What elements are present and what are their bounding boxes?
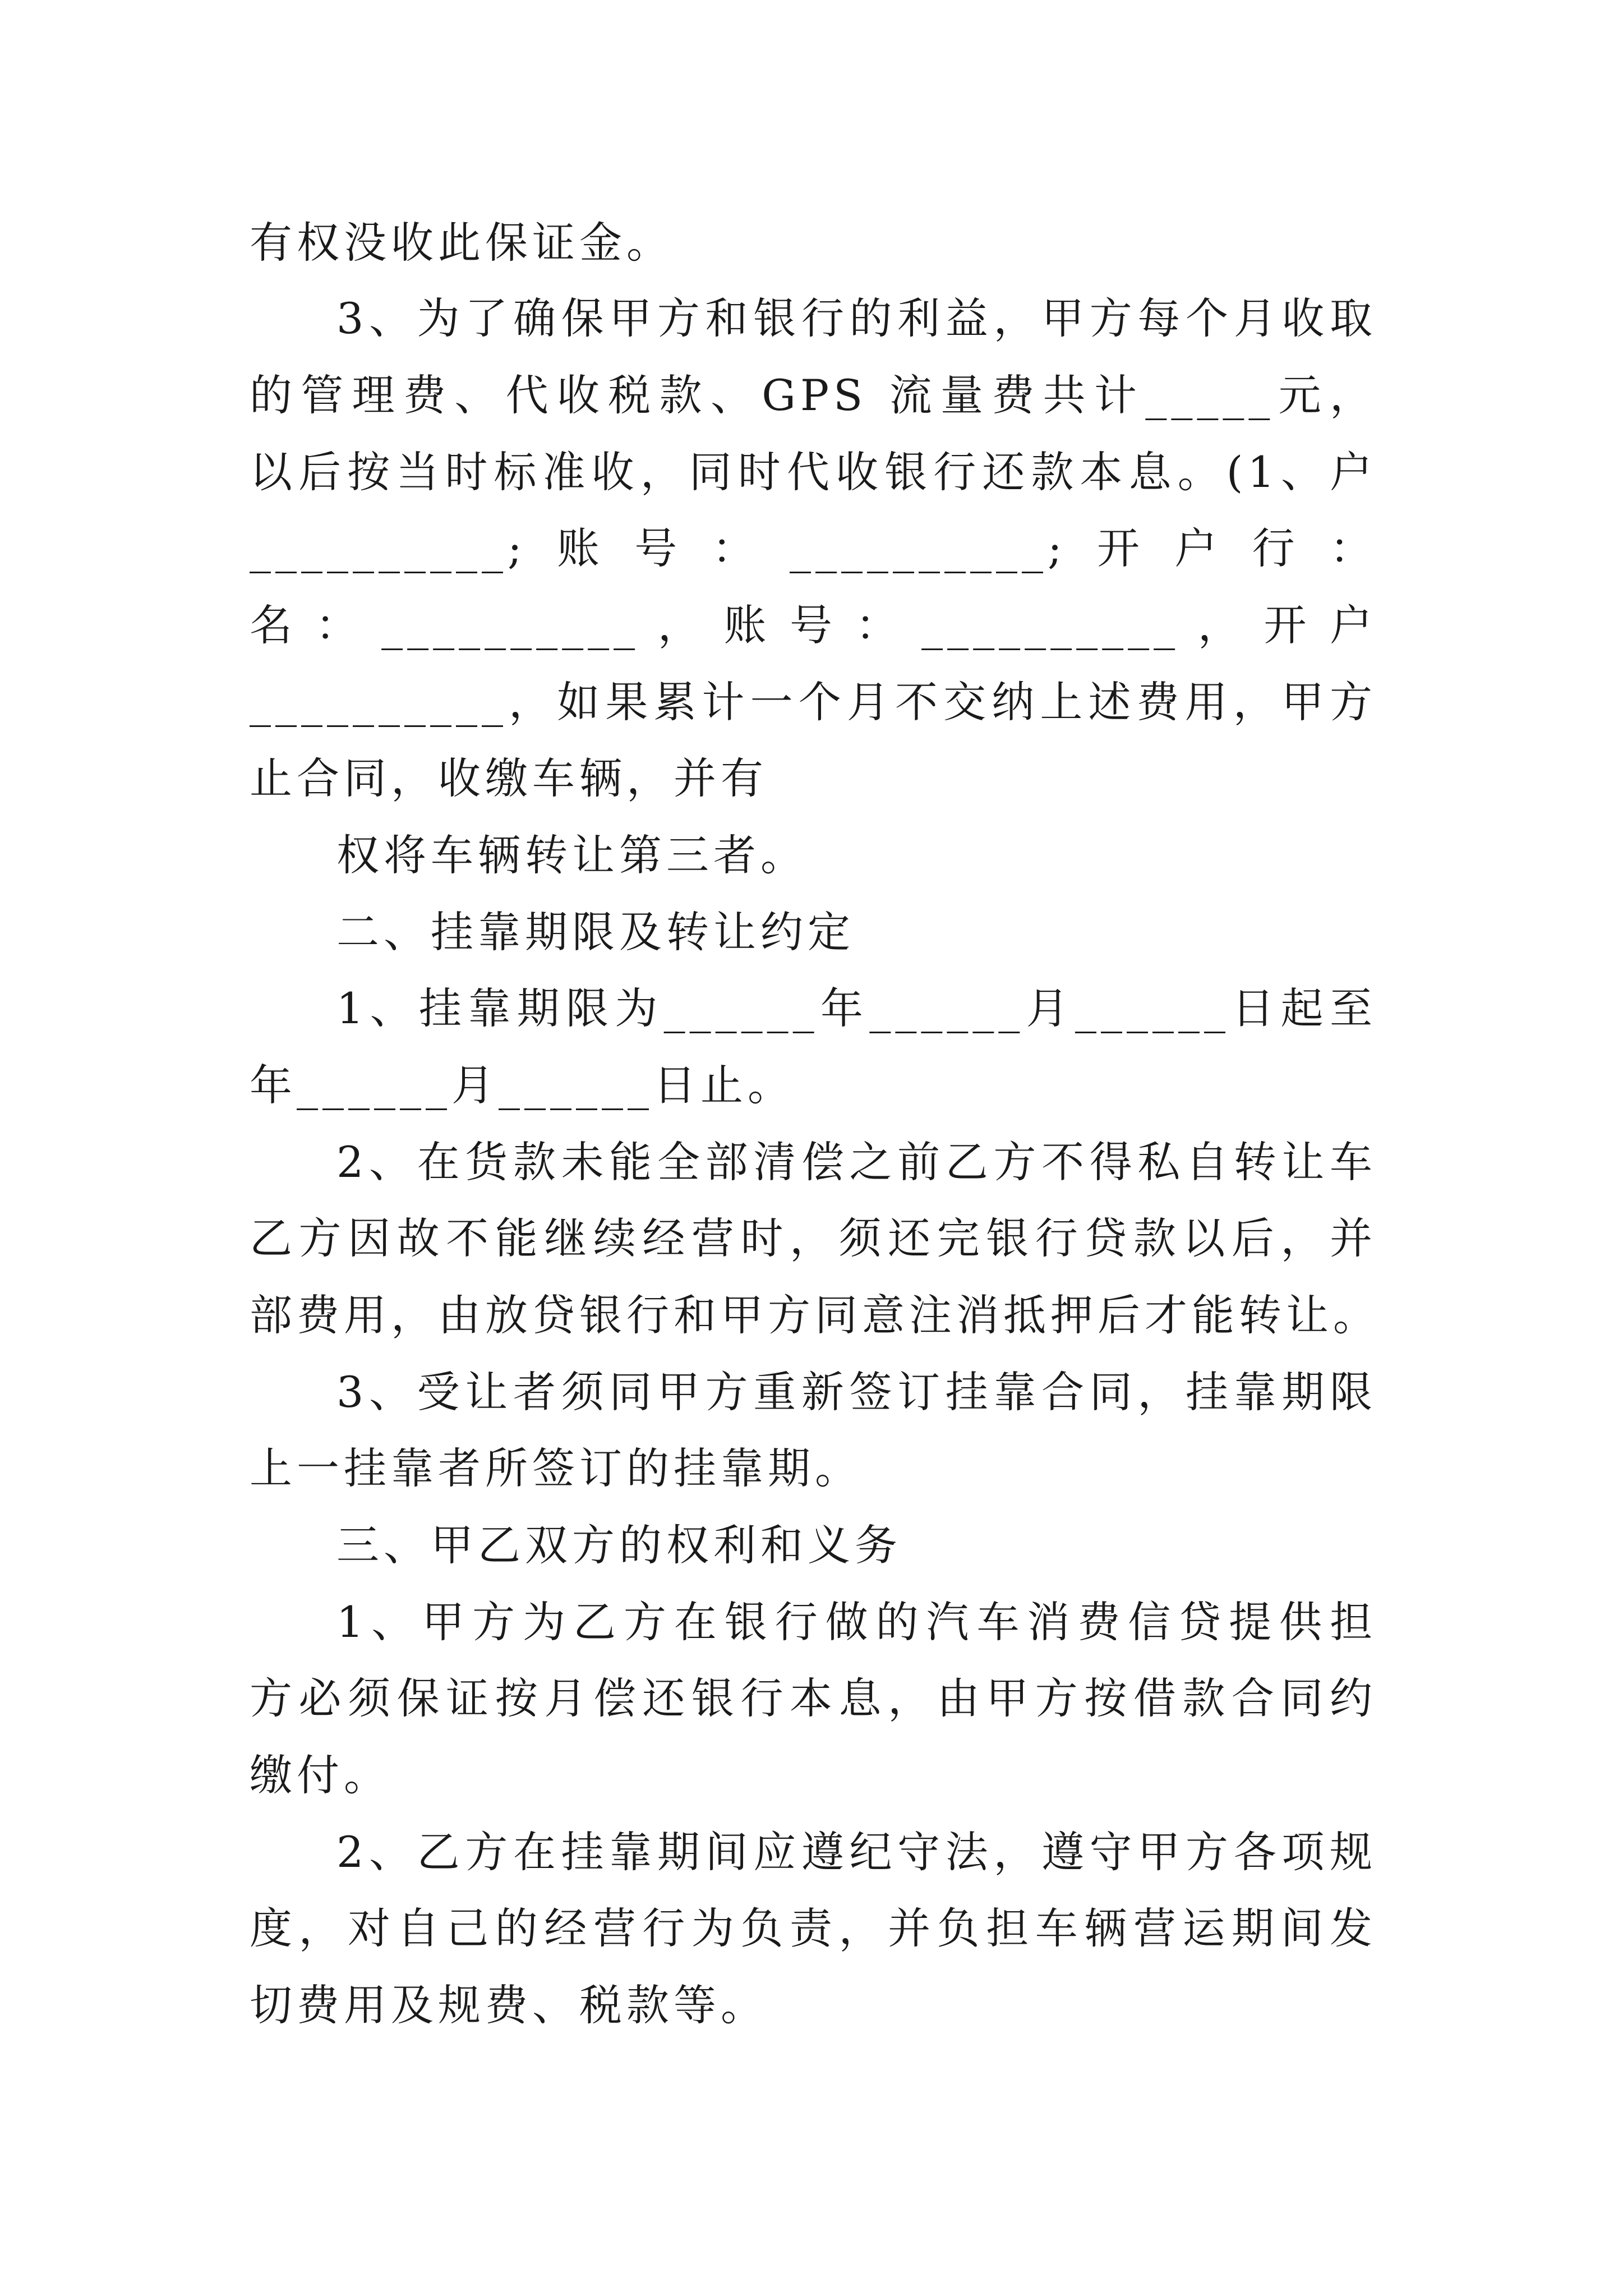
text-line: 上一挂靠者所签订的挂靠期。 [250,1443,862,1493]
text-line: 2、在货款未能全部清偿之前乙方不得私自转让车 [336,1137,1377,1187]
text-line: 有权没收此保证金。 [250,218,674,268]
text-line: 1、甲方为乙方在银行做的汽车消费信贷提供担 [336,1597,1377,1647]
text-line: 乙方因故不能继续经营时，须还完银行贷款以后，并 [250,1213,1377,1263]
text-line: 年______月______日止。 [250,1060,795,1110]
text-line: 缴付。 [250,1750,391,1800]
text-line: __________，如果累计一个月不交纳上述费用，甲方 [250,677,1377,727]
text-line: 权将车辆转让第三者。 [336,830,808,880]
text-line: 止合同，收缴车辆，并有 [250,753,768,803]
text-line: 的管理费、代收税款、GPS 流量费共计_____元， [250,370,1377,420]
section-heading: 二、挂靠期限及转让约定 [336,907,855,957]
text-line: 3、受让者须同甲方重新签订挂靠合同，挂靠期限 [336,1367,1377,1417]
text-line: 名 ： __________ ， 账 号 ： __________ ， 开 户 [250,600,1377,650]
text-line: 方必须保证按月偿还银行本息，由甲方按借款合同约 [250,1673,1377,1723]
text-line: 切费用及规费、税款等。 [250,1980,768,2030]
text-line: 部费用，由放贷银行和甲方同意注消抵押后才能转让。 [250,1290,1380,1340]
text-line: 2、乙方在挂靠期间应遵纪守法，遵守甲方各项规 [336,1827,1377,1877]
text-line: __________;账号：__________;开户行： [250,523,1377,573]
section-heading: 三、甲乙双方的权利和义务 [336,1520,902,1570]
text-line: 3、为了确保甲方和银行的利益，甲方每个月收取 [336,293,1377,343]
text-line: 以后按当时标准收，同时代收银行还款本息。(1、户 [250,447,1377,497]
text-line: 1、挂靠期限为______年______月______日起至 [336,983,1377,1033]
text-line: 度，对自己的经营行为负责，并负担车辆营运期间发 [250,1903,1377,1953]
